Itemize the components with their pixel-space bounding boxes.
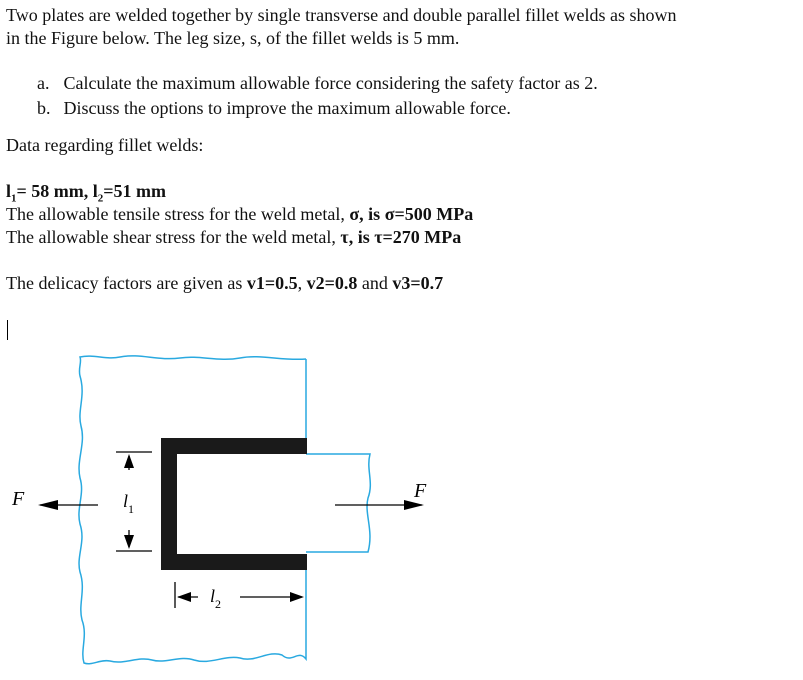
right-plate-outline	[306, 454, 370, 552]
l2-dim-subscript: 2	[215, 597, 222, 611]
intro-line-1: Two plates are welded together by single transverse and double parallel fillet welds as shown	[6, 5, 677, 25]
tensile-value: σ, is σ=500 MPa	[349, 204, 474, 224]
shear-prefix: The allowable shear stress for the weld metal,	[6, 227, 341, 247]
tensile-prefix: The allowable tensile stress for the weld metal,	[6, 204, 350, 224]
l1-dimension-label	[123, 491, 134, 516]
l2-dimension-label	[210, 586, 221, 611]
intro-line-2: in the Figure below. The leg size, s, of the fillet welds is 5 mm.	[6, 28, 460, 48]
l2-subscript: 2	[97, 192, 104, 205]
v2-value: v2=0.8	[306, 273, 358, 293]
l1-symbol: l	[6, 181, 12, 201]
l1-value: = 58 mm,	[16, 181, 93, 201]
v1-value: v1=0.5	[246, 273, 298, 293]
l1-arrowhead-down	[124, 535, 134, 549]
weld-transverse	[161, 438, 177, 570]
task-b-marker: b.	[37, 98, 51, 118]
shear-value: τ, is τ=270 MPa	[340, 227, 462, 247]
weld-top	[161, 438, 307, 454]
l1-subscript: 1	[11, 192, 17, 205]
l2-dim-symbol: l	[210, 586, 216, 606]
l2-symbol: l	[92, 181, 98, 201]
task-a-marker: a.	[37, 73, 50, 93]
l2-value: =51 mm	[103, 181, 167, 201]
l2-arrowhead-left	[177, 592, 191, 602]
right-force-label: F	[414, 480, 427, 502]
left-force-arrowhead	[38, 500, 58, 510]
task-a-text: Calculate the maximum allowable force considering the safety factor as 2.	[63, 73, 598, 93]
left-plate-outline	[79, 356, 306, 664]
delicacy-sep-1: ,	[297, 273, 307, 293]
l2-arrowhead-right	[290, 592, 304, 602]
data-heading: Data regarding fillet welds:	[6, 135, 204, 155]
l1-dim-symbol: l	[123, 491, 129, 511]
l1-dim-subscript: 1	[128, 502, 135, 516]
weld-bottom	[161, 554, 307, 570]
l1-arrowhead-up	[124, 454, 134, 468]
task-b-text: Discuss the options to improve the maximum allowable force.	[63, 98, 511, 118]
delicacy-sep-2: and	[357, 273, 393, 293]
left-force-label: F	[12, 488, 25, 510]
v3-value: v3=0.7	[392, 273, 444, 293]
delicacy-prefix: The delicacy factors are given as	[6, 273, 247, 293]
